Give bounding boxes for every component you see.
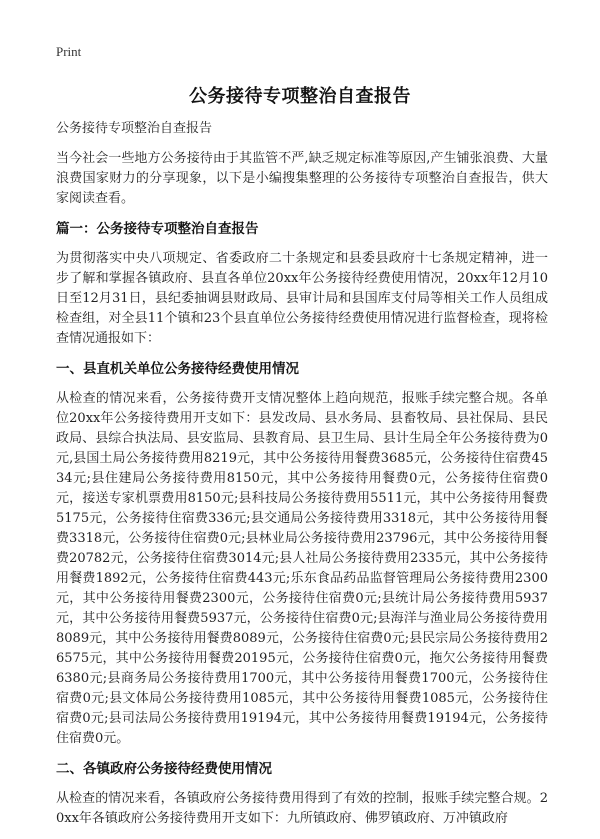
part1-heading: 篇一：公务接待专项整治自查报告	[56, 221, 259, 237]
section1-heading: 一、县直机关单位公务接待经费使用情况	[56, 361, 299, 377]
document-title: 公务接待专项整治自查报告	[189, 86, 411, 107]
document-subtitle: 公务接待专项整治自查报告	[56, 121, 213, 136]
intro-paragraph: 当今社会一些地方公务接待由于其监管不严,缺乏规定标准等原因,产生铺张浪费、大量浪费国家财力的分享现象，以下是小编搜集整理的公务接待专项整治自查报告，供大家阅读查看。	[56, 151, 548, 206]
section2-heading: 二、各镇政府公务接待经费使用情况	[56, 761, 272, 777]
section1-paragraph: 从检查的情况来看，公务接待费开支情况整体上趋向规范，报账手续完整合规。各单位20xx年公务接待费用开支如下：县发改局、县水务局、县畜牧局、县社保局、县民政局、县综合执法局、县安监局、县教育局、县卫生局、县计生局全年公务接待费为0元,县国土局公务接待费用8219元，其中公务接待用餐费3685元，公务接待住宿费4534元;县住建局公务接待费用8150元，其中公务接待用餐费0元，公务接待住宿费0元，接送专家机票费用8150元;县科技局公务接待费用5511元，其中公务接待用餐费5175元，公务接待住宿费336元;县交通局公务接待费用3318元，其中公务接待用餐费3318元，公务接待住宿费0元;县林业局公务接待费用23796元，其中公务接待用餐费20782元，公务接待住宿费3014元;县人社局公务接待费用2335元，其中公务接待用餐费1892元，公务接待住宿费443元;乐东食品药品监督管理局公务接待费用2300元，其中公务接待用餐费2300元，公务接待住宿费0元;县统计局公务接待费用5937元，其中公务接待用餐费5937元，公务接待住宿费0元;县海洋与渔业局公务接待费用8089元，其中公务接待用餐费8089元，公务接待住宿费0元;县民宗局公务接待费用26575元，其中公务接待用餐费20195元，公务接待住宿费0元，拖欠公务接待用餐费6380元;县商务局公务接待费用1700元，其中公务接待用餐费1700元，公务接待住宿费0元;县文体局公务接待费用1085元，其中公务接待用餐费1085元，公务接待住宿费0元;县司法局公务接待费用19194元，其中公务接待用餐费19194元，公务接待住宿费0元。	[56, 391, 548, 746]
section2-paragraph: 从检查的情况来看，各镇政府公务接待费用得到了有效的控制，报账手续完整合规。20xx年各镇政府公务接待费用开支如下：九所镇政府、佛罗镇政府、万冲镇政府	[56, 791, 548, 826]
document-body	[56, 118, 548, 839]
part1-paragraph: 为贯彻落实中央八项规定、省委政府二十条规定和县委县政府十七条规定精神，进一步了解和掌握各镇政府、县直各单位20xx年公务接待经费使用情况，20xx年12月10日至12月31日，县纪委抽调县财政局、县审计局和县国库支付局等相关工作人员组成检查组，对全县11个镇和23个县直单位公务接待经费使用情况进行监督检查，现将检查情况通报如下：	[56, 251, 548, 346]
print-label: Print	[56, 44, 82, 59]
